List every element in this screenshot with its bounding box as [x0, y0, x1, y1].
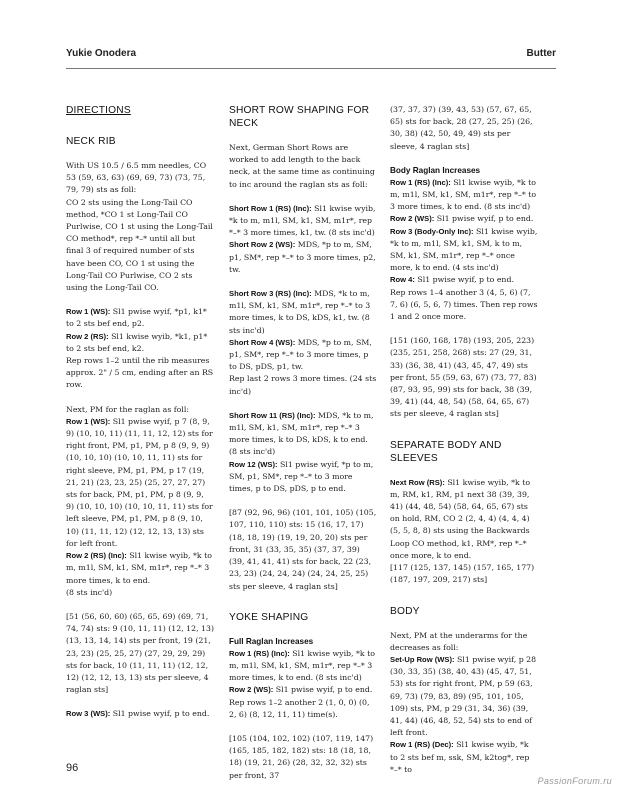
column-2: [229, 104, 377, 782]
row-label: Row 1 (WS):: [66, 307, 111, 317]
row-text: Sl1 kwise wyib, *k to m, m1l, SM, k1, SM, k to m, SM, k1, SM, m1r*, rep *–* once more, k to end. (4 sts inc'd): [390, 226, 538, 273]
row-text: MDS, *p to m, SM, p1, SM*, rep *–* to 3 more times, p to DS, pDS, p1, tw.: [229, 337, 372, 372]
paragraph-stitch-counts: [51 (56, 60, 60) (65, 65, 69) (69, 71, 74, 74) sts: 9 (10, 11, 11) (12, 12, 13) (13, 13, 14, 14) sts per front, 19 (21, 23, 23) (25, 25, 27) (27, 29, 29, 29) sts for back, 10 (11, 11, 11) (12, 12, 12) (12, 12, 13, 13) sts per sleeve, 4 raglan sts]: [66, 611, 215, 695]
row-label: Set-Up Row (WS):: [390, 654, 455, 664]
paragraph-stitch-counts: [87 (92, 96, 96) (101, 101, 105) (105, 107, 110, 110) sts: 15 (16, 17, 17) (18, 18, 19) (19, 19, 20, 20) sts per front, 31 (33, 35, 35) (37, 37, 39) (39, 41, 41, 41) sts for back, 22 (23, 23, 23) (24, 24, 24) (24, 24, 25, 25) sts per sleeve, 4 raglan sts]: [229, 508, 377, 591]
row-text: Sl1 kwise wyib, *k to 2 sts bef m, ssk, SM, k2tog*, rep *–* to: [390, 740, 530, 774]
row-label: Row 1 (WS):: [66, 416, 111, 426]
header-author: Yukie Onodera: [66, 48, 137, 59]
row-label: Short Row 4 (WS):: [229, 337, 296, 347]
row-label: Row 12 (WS):: [229, 459, 278, 469]
header-divider: [66, 68, 556, 69]
row-label: Row 1 (RS) (Dec):: [390, 740, 454, 750]
paragraph-short-row-repeat: Rep last 2 rows 3 more times. (24 sts inc'd): [229, 374, 377, 396]
section-heading-short-rows: SHORT ROW SHAPING FOR NECK: [229, 105, 370, 129]
row-text: Sl1 kwise wyib, *k to m, m1l, SM, k1, SM, m1r*, rep *–* 3 more times, k1, tw. (8 sts inc'd): [229, 203, 376, 238]
section-heading-yoke: YOKE SHAPING: [229, 611, 309, 623]
row-label: Row 1 (RS) (Inc):: [229, 648, 290, 658]
instruction-short-row-1: [229, 203, 377, 240]
paragraph-inc-note: (8 sts inc'd): [66, 587, 113, 597]
paragraph-short-row-intro: Next, German Short Rows are worked to add length to the back neck, at the same time as continuing to inc around the raglan sts as foll:: [229, 143, 375, 189]
instruction-row-3: [66, 708, 214, 720]
row-text: Sl1 pwise wyif, p to end.: [110, 709, 210, 719]
paragraph-cast-on: With US 10.5 / 6.5 mm needles, CO 53 (59, 63, 63) (69, 69, 73) (73, 75, 79, 79) sts as foll:: [66, 161, 207, 195]
row-label: Row 2 (RS):: [66, 331, 109, 341]
instruction-next-row: [390, 477, 538, 562]
row-text: Sl1 kwise wyib, *k1, p1* to 2 sts bef end, k2.: [66, 331, 208, 353]
row-label: Row 2 (RS) (Inc):: [66, 551, 127, 561]
column-3: [390, 104, 538, 776]
paragraph-stitch-counts: [151 (160, 168, 178) (193, 205, 223) (235, 251, 258, 268) sts: 27 (29, 31, 33) (36, 38, 41) (43, 45, 47, 49) sts per front, 55 (59, 63, 67) (73, 77, 83) (87, 93, 95, 99) sts for back, 38 (39, 39, 41) (44, 48, 54) (58, 64, 65, 67) sts per sleeve, 4 raglan sts]: [390, 336, 537, 419]
instruction-setup-row: [390, 654, 538, 739]
row-text: Sl1 pwise wyif, p 28 (30, 33, 35) (38, 40, 43) (45, 47, 51, 53) sts for right front, PM, p 59 (63, 69, 73) (79, 83, 89) (95, 101, 105, 109) sts, PM, p 29 (31, 34, 36) (39, 41, 44) (46, 48, 52, 54) sts to end of left front.: [390, 654, 537, 738]
row-text: Sl1 kwise wyib, *k to m, RM, k1, RM, p1 next 38 (39, 39, 41) (44, 48, 54) (58, 64, 65, 67) sts on hold, RM, CO 2 (2, 4, 4) (4, 4, 4) (5, 5, 8, 8) sts using the Backwards Loop CO method, k1, RM*, rep *–* once more, k to end.: [390, 477, 531, 560]
row-label: Next Row (RS):: [390, 477, 445, 487]
section-heading-neck-rib: NECK RIB: [66, 136, 116, 147]
row-text: MDS, *k to m, m1l, SM, k1, SM, m1r*, rep *–* 3 more times, k to DS, kDS, k to end. (8 sts inc'd): [229, 410, 374, 457]
instruction-row-3: [390, 226, 538, 275]
instruction-row-2: [229, 684, 377, 696]
instruction-row-12: [229, 459, 377, 496]
page-number: 96: [66, 762, 79, 774]
row-label: Short Row 2 (WS):: [229, 240, 296, 250]
row-text: MDS, *k to m, m1l, SM, k1, SM, m1r*, rep *–* to 3 more times, k to DS, kDS, k1, tw. (8 sts inc'd): [229, 289, 371, 335]
paragraph-body-intro: Next, PM at the underarms for the decreases as foll:: [390, 630, 528, 652]
paragraph-stitch-counts-continued: (37, 37, 37) (39, 43, 53) (57, 67, 65, 65) sts for back, 28 (27, 25, 25) (26, 30, 38) (42, 50, 49, 49) sts per sleeve, 4 raglan sts]: [390, 105, 533, 151]
row-text: Sl1 pwise wyif, p 7 (8, 9, 9) (10, 10, 11) (11, 11, 12, 12) sts for right front, PM, p1, PM, p 8 (9, 9, 9) (10, 10, 10) (10, 10, 11, 11) sts for right sleeve, PM, p1, PM, p 17 (19, 21, 21) (23, 23, 25) (25, 27, 27, 27) sts for back, PM, p1, PM, p 8 (9, 9, 9) (10, 10, 10) (10, 10, 11, 11) sts for left sleeve, PM, p1, PM, p 8 (9, 10, 10) (11, 11, 12) (12, 12, 13, 13) sts for left front.: [66, 416, 213, 548]
watermark: PassionForum.ru: [537, 776, 612, 786]
row-label: Row 3 (Body-Only Inc):: [390, 226, 474, 236]
row-text: Sl1 kwise wyib, *k to m, m1l, SM, k1, SM, m1r*, rep *–* 3 more times, k to end.: [66, 551, 212, 585]
row-text: Sl1 pwise wyif, p to end.: [434, 214, 534, 224]
row-label: Row 1 (RS) (Inc):: [390, 177, 451, 187]
subheading-body-raglan: Body Raglan Increases: [390, 165, 481, 175]
instruction-row-1-dec: [390, 739, 538, 776]
row-text: Sl1 pwise wyif, *p1, k1* to 2 sts bef end, p2.: [66, 307, 207, 329]
paragraph-stitch-counts-2: [105 (104, 102, 102) (107, 119, 147) (165, 185, 182, 182) sts: 18 (18, 18, 18) (19, 21, 26) (28, 32, 32, 32) sts per front, 37: [229, 733, 374, 780]
row-text: Sl1 kwise wyib, *k to m, m1l, SM, k1, SM, m1r*, rep *–* to 3 more times, k to end. (8 sts inc'd): [390, 177, 537, 212]
row-text: Sl1 pwise wyif, *p to m, SM, p1, SM*, rep *–* to 3 more times, p to DS, pDS, p to end.: [229, 459, 374, 494]
row-label: Short Row 3 (RS) (Inc):: [229, 289, 312, 299]
instruction-row-1: [66, 306, 214, 330]
row-label: Short Row 1 (RS) (Inc):: [229, 203, 312, 213]
row-text: Sl1 pwise wyif, p to end.: [273, 685, 373, 695]
instruction-row-4: [390, 274, 538, 286]
subheading-full-raglan: Full Raglan Increases: [229, 636, 314, 646]
instruction-short-row-11: [229, 410, 377, 459]
instruction-row-2: [390, 213, 538, 225]
paragraph-repeat: Rep rows 1–4 another 3 (4, 5, 6) (7, 7, 6) (6, 5, 6, 7) times. Then rep rows 1 and 2 once more.: [390, 287, 538, 322]
row-label: Row 2 (WS):: [229, 685, 274, 695]
instruction-short-row-4: [229, 337, 377, 374]
row-text: Sl1 kwise wyib, *k to m, m1l, SM, k1, SM, m1r*, rep *–* 3 more times, k to end. (8 sts inc'd): [229, 648, 375, 683]
paragraph-stitch-counts-2: [117 (125, 137, 145) (157, 165, 177) (187, 197, 209, 217) sts]: [390, 563, 535, 585]
section-heading-separate: SEPARATE BODY AND SLEEVES: [390, 439, 502, 464]
section-heading-body: BODY: [390, 605, 420, 617]
instruction-row-2: [66, 331, 214, 355]
row-text: MDS, *p to m, SM, p1, SM*, rep *–* to 3 more times, p2, tw.: [229, 240, 376, 274]
row-label: Row 2 (WS):: [390, 214, 435, 224]
instruction-row-1: [229, 648, 377, 685]
instruction-row-2-rs-inc: [66, 550, 214, 587]
header-pattern-name: Butter: [526, 48, 556, 59]
section-heading-directions: DIRECTIONS: [66, 105, 131, 116]
paragraph-co-method: CO 2 sts using the Long-Tail CO method, *CO 1 st Long-Tail CO Purlwise, CO 1 st using the Long-Tail CO method*, rep *–* until all but final 3 of required number of sts have been CO, CO 1 st using the Long-Tail CO Purlwise, CO 2 sts using the Long-Tail CO.: [66, 197, 213, 293]
paragraph-pm-intro: Next, PM for the raglan as foll:: [66, 404, 189, 414]
column-1: [66, 104, 214, 721]
row-label: Short Row 11 (RS) (Inc):: [229, 410, 316, 420]
paragraph-repeat: Rep rows 1–2 another 2 (1, 0, 0) (0, 2, 6) (8, 12, 11, 11) time(s).: [229, 697, 370, 719]
instruction-row-1: [390, 177, 538, 214]
instruction-short-row-2: [229, 239, 377, 276]
row-text: Sl1 pwise wyif, p to end.: [414, 275, 514, 285]
paragraph-repeat: Rep rows 1–2 until the rib measures approx. 2" / 5 cm, ending after an RS row.: [66, 356, 214, 390]
row-label: Row 3 (WS):: [66, 709, 111, 719]
instruction-short-row-3: [229, 288, 377, 337]
row-label: Row 4:: [390, 275, 415, 285]
instruction-row-1-ws: [66, 416, 214, 550]
